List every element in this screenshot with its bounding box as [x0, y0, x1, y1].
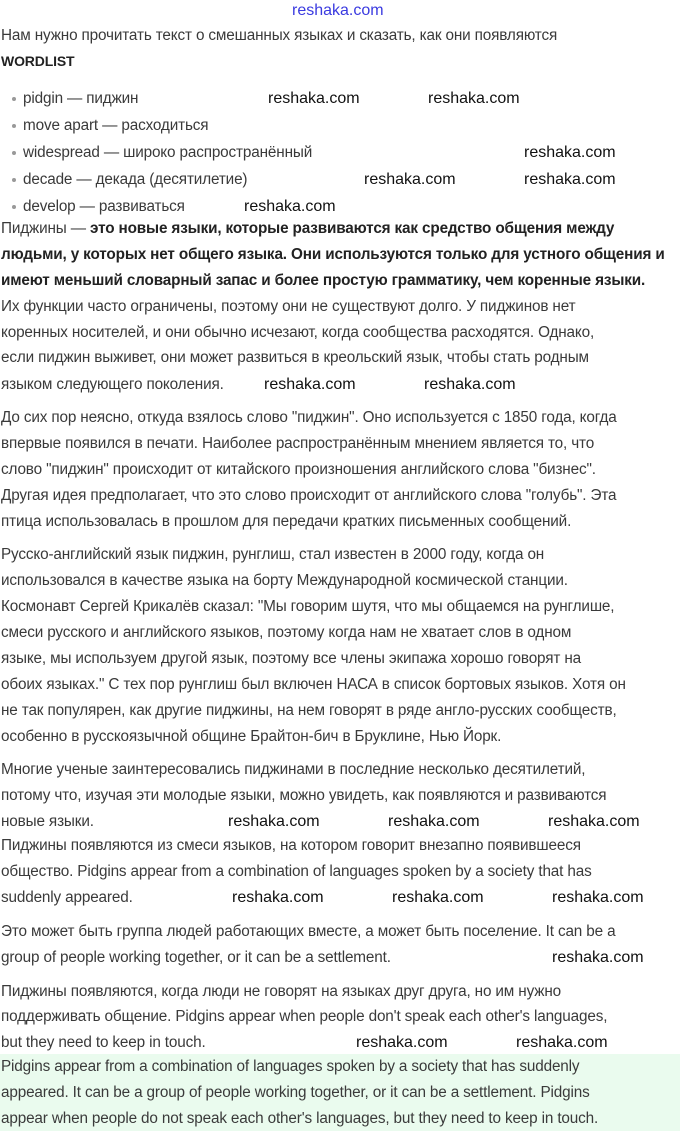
bullet-icon — [12, 97, 16, 101]
watermark: reshaka.com — [392, 889, 484, 906]
watermark: reshaka.com — [228, 813, 320, 830]
intro-text: Нам нужно прочитать текст о смешанных языках и сказать, как они появляются — [1, 27, 558, 44]
wordlist-item: decade — декада (десятилетие) — [12, 170, 247, 190]
bullet-icon — [12, 205, 16, 209]
watermark: reshaka.com — [424, 376, 516, 393]
paragraph-line: Пиджины появляются, когда люди не говорят на языках друг друга, но им нужно — [1, 983, 561, 1000]
paragraph-line: языке, мы используем другой язык, поэтому все члены экипажа хорошо говорят на — [1, 650, 581, 667]
paragraph-line: Другая идея предполагает, что это слово происходит от английского слова "голубь". Эта — [1, 487, 617, 504]
wordlist-title: WORDLIST — [1, 53, 75, 69]
answer-line: appear when people do not speak each other's languages, but they need to keep in touch. — [1, 1110, 599, 1127]
paragraph-line: suddenly appeared. — [1, 889, 133, 906]
bullet-icon — [12, 124, 16, 128]
bullet-icon — [12, 151, 16, 155]
paragraph-line: не так популярен, как другие пиджины, на нем говорят в ряде англо-русских сообществ, — [1, 702, 617, 719]
paragraph-line: потому что, изучая эти молодые языки, можно увидеть, как появляются и развиваются — [1, 787, 607, 804]
wordlist-item: pidgin — пиджин — [12, 89, 138, 109]
paragraph-line: впервые появился в печати. Наиболее распространённым мнением является то, что — [1, 435, 595, 452]
watermark: reshaka.com — [516, 1034, 608, 1051]
paragraph-line: людьми, у которых нет общего языка. Они используются только для устного общения и — [1, 246, 665, 263]
wordlist-item: widespread — широко распространённый — [12, 143, 312, 163]
paragraph-line: Пиджины — это новые языки, которые развиваются как средство общения между — [1, 220, 615, 237]
paragraph-line: общество. Pidgins appear from a combination of languages spoken by a society that has — [1, 863, 592, 880]
watermark: reshaka.com — [552, 889, 644, 906]
paragraph-line: языком следующего поколения. — [1, 376, 224, 393]
watermark: reshaka.com — [244, 198, 336, 215]
watermark: reshaka.com — [264, 376, 356, 393]
paragraph-line: особенно в русскоязычной общине Брайтон-бич в Бруклине, Нью Йорк. — [1, 728, 502, 745]
bullet-icon — [12, 178, 16, 182]
paragraph-line: Многие ученые заинтересовались пиджинами в последние несколько десятилетий, — [1, 761, 586, 778]
paragraph-line: птица использовалась в прошлом для передачи кратких письменных сообщений. — [1, 513, 572, 530]
paragraph-line: если пиджин выживет, они может развиться в креольский язык, чтобы стать родным — [1, 349, 589, 366]
paragraph-line: поддерживать общение. Pidgins appear when people don't speak each other's languages, — [1, 1008, 608, 1025]
answer-line: appeared. It can be a group of people working together, or it can be a settlement. Pidgins — [1, 1084, 590, 1101]
answer-line: Pidgins appear from a combination of languages spoken by a society that has suddenly — [1, 1058, 580, 1075]
watermark: reshaka.com — [364, 171, 456, 188]
watermark: reshaka.com — [524, 144, 616, 161]
paragraph-line: коренных носителей, и они обычно исчезают, когда сообщества расходятся. Однако, — [1, 324, 595, 341]
wordlist-item: develop — развиваться — [12, 197, 185, 217]
paragraph-line: использовался в качестве языка на борту Международной космической станции. — [1, 572, 568, 589]
paragraph-line: Пиджины появляются из смеси языков, на котором говорит внезапно появившееся — [1, 837, 581, 854]
paragraph-line: but they need to keep in touch. — [1, 1034, 206, 1051]
watermark: reshaka.com — [292, 2, 384, 19]
watermark: reshaka.com — [388, 813, 480, 830]
paragraph-line: имеют меньший словарный запас и более простую грамматику, чем коренные языки. — [1, 272, 646, 289]
paragraph-line: Это может быть группа людей работающих вместе, а может быть поселение. It can be a — [1, 923, 616, 940]
watermark: reshaka.com — [552, 949, 644, 966]
watermark: reshaka.com — [428, 90, 520, 107]
paragraph-line: обоих языках." С тех пор рунглиш был включен НАСА в список бортовых языков. Хотя он — [1, 676, 626, 693]
paragraph-line: слово "пиджин" происходит от китайского произношения английского слова "бизнес". — [1, 461, 596, 478]
paragraph-line: смеси русского и английского языков, поэтому когда нам не хватает слов в одном — [1, 624, 572, 641]
paragraph-line: Русско-английский язык пиджин, рунглиш, стал известен в 2000 году, когда он — [1, 546, 545, 563]
paragraph-line: Их функции часто ограничены, поэтому они не существуют долго. У пиджинов нет — [1, 298, 576, 315]
paragraph-line: group of people working together, or it can be a settlement. — [1, 949, 391, 966]
paragraph-line: До сих пор неясно, откуда взялось слово "пиджин". Оно используется с 1850 года, когда — [1, 409, 617, 426]
paragraph-line: Космонавт Сергей Крикалёв сказал: "Мы говорим шутя, что мы общаемся на рунглише, — [1, 598, 615, 615]
paragraph-line: новые языки. — [1, 813, 94, 830]
watermark: reshaka.com — [548, 813, 640, 830]
watermark: reshaka.com — [268, 90, 360, 107]
watermark: reshaka.com — [524, 171, 616, 188]
watermark: reshaka.com — [356, 1034, 448, 1051]
watermark: reshaka.com — [232, 889, 324, 906]
wordlist-item: move apart — расходиться — [12, 116, 208, 136]
